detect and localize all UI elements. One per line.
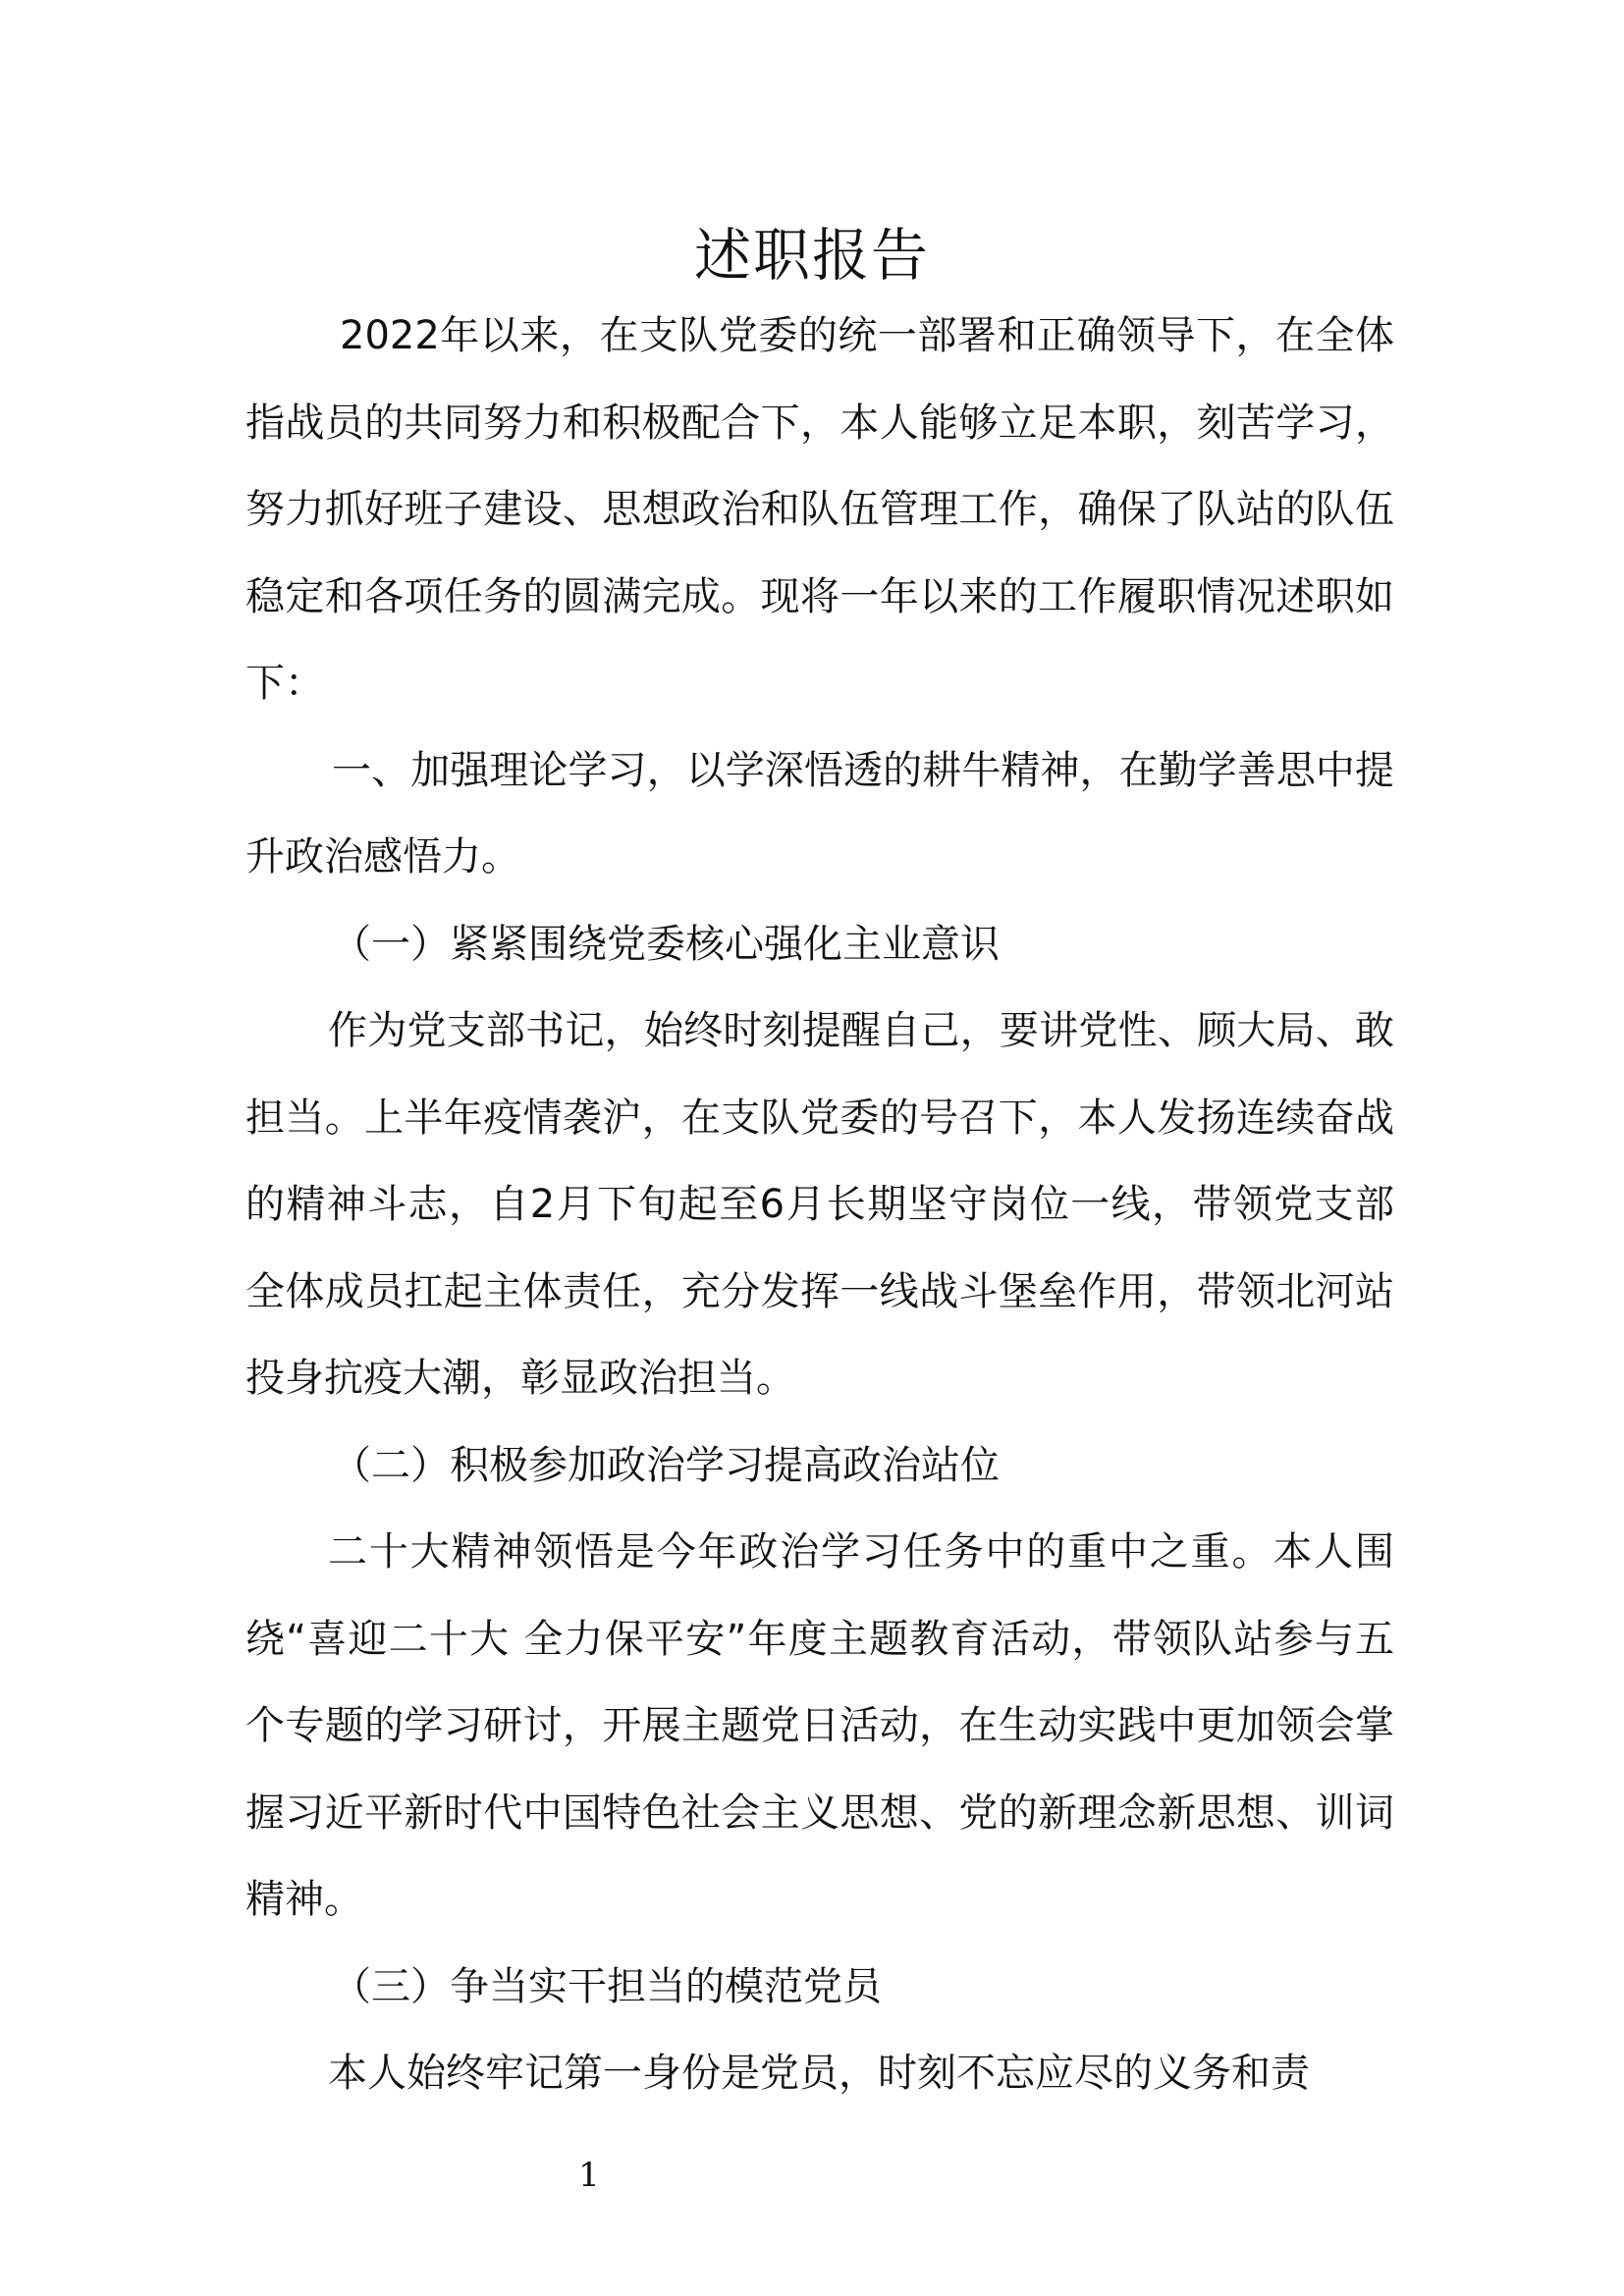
subsection-3-paragraph: 本人始终牢记第一身份是党员，时刻不忘应尽的义务和责 [328,2051,1310,2096]
subsection-1-heading: （一）紧紧围绕党委核心强化主业意识 [332,921,1000,967]
document-title: 述职报告 [693,222,930,289]
subsection-2-paragraph: 二十大精神领悟是今年政治学习任务中的重中之重。本人围绕“喜迎二十大 全力保平安”年度主题教育活动，带领队站参与五个专题的学习研讨，开展主题党日活动，在生动实践中更加领会掌握习近平新时代中国特色社会主义思想、党的新理念新思想、训词精神。 [245,1529,1394,1922]
document-body [245,293,1394,2117]
subsection-2-heading: （二）积极参加政治学习提高政治站位 [332,1442,1000,1488]
subsection-3-heading: （三）争当实干担当的模范党员 [332,1963,882,2009]
page-number: 1 [578,2156,600,2195]
section-1-heading: 一、加强理论学习，以学深悟透的耕牛精神，在勤学善思中提升政治感悟力。 [245,747,1394,880]
subsection-1-paragraph: 作为党支部书记，始终时刻提醒自己，要讲党性、顾大局、敢担当。上半年疫情袭沪，在支队党委的号召下，本人发扬连续奋战的精神斗志，自2月下旬起至6月长期坚守岗位一线，带领党支部全体成员扛起主体责任，充分发挥一线战斗堡垒作用，带领北河站投身抗疫大潮，彰显政治担当。 [245,1008,1394,1401]
intro-paragraph: 2022年以来，在支队党委的统一部署和正确领导下，在全体指战员的共同努力和积极配合下，本人能够立足本职，刻苦学习，努力抓好班子建设、思想政治和队伍管理工作，确保了队站的队伍稳定和各项任务的圆满完成。现将一年以来的工作履职情况述职如下： [245,313,1394,706]
